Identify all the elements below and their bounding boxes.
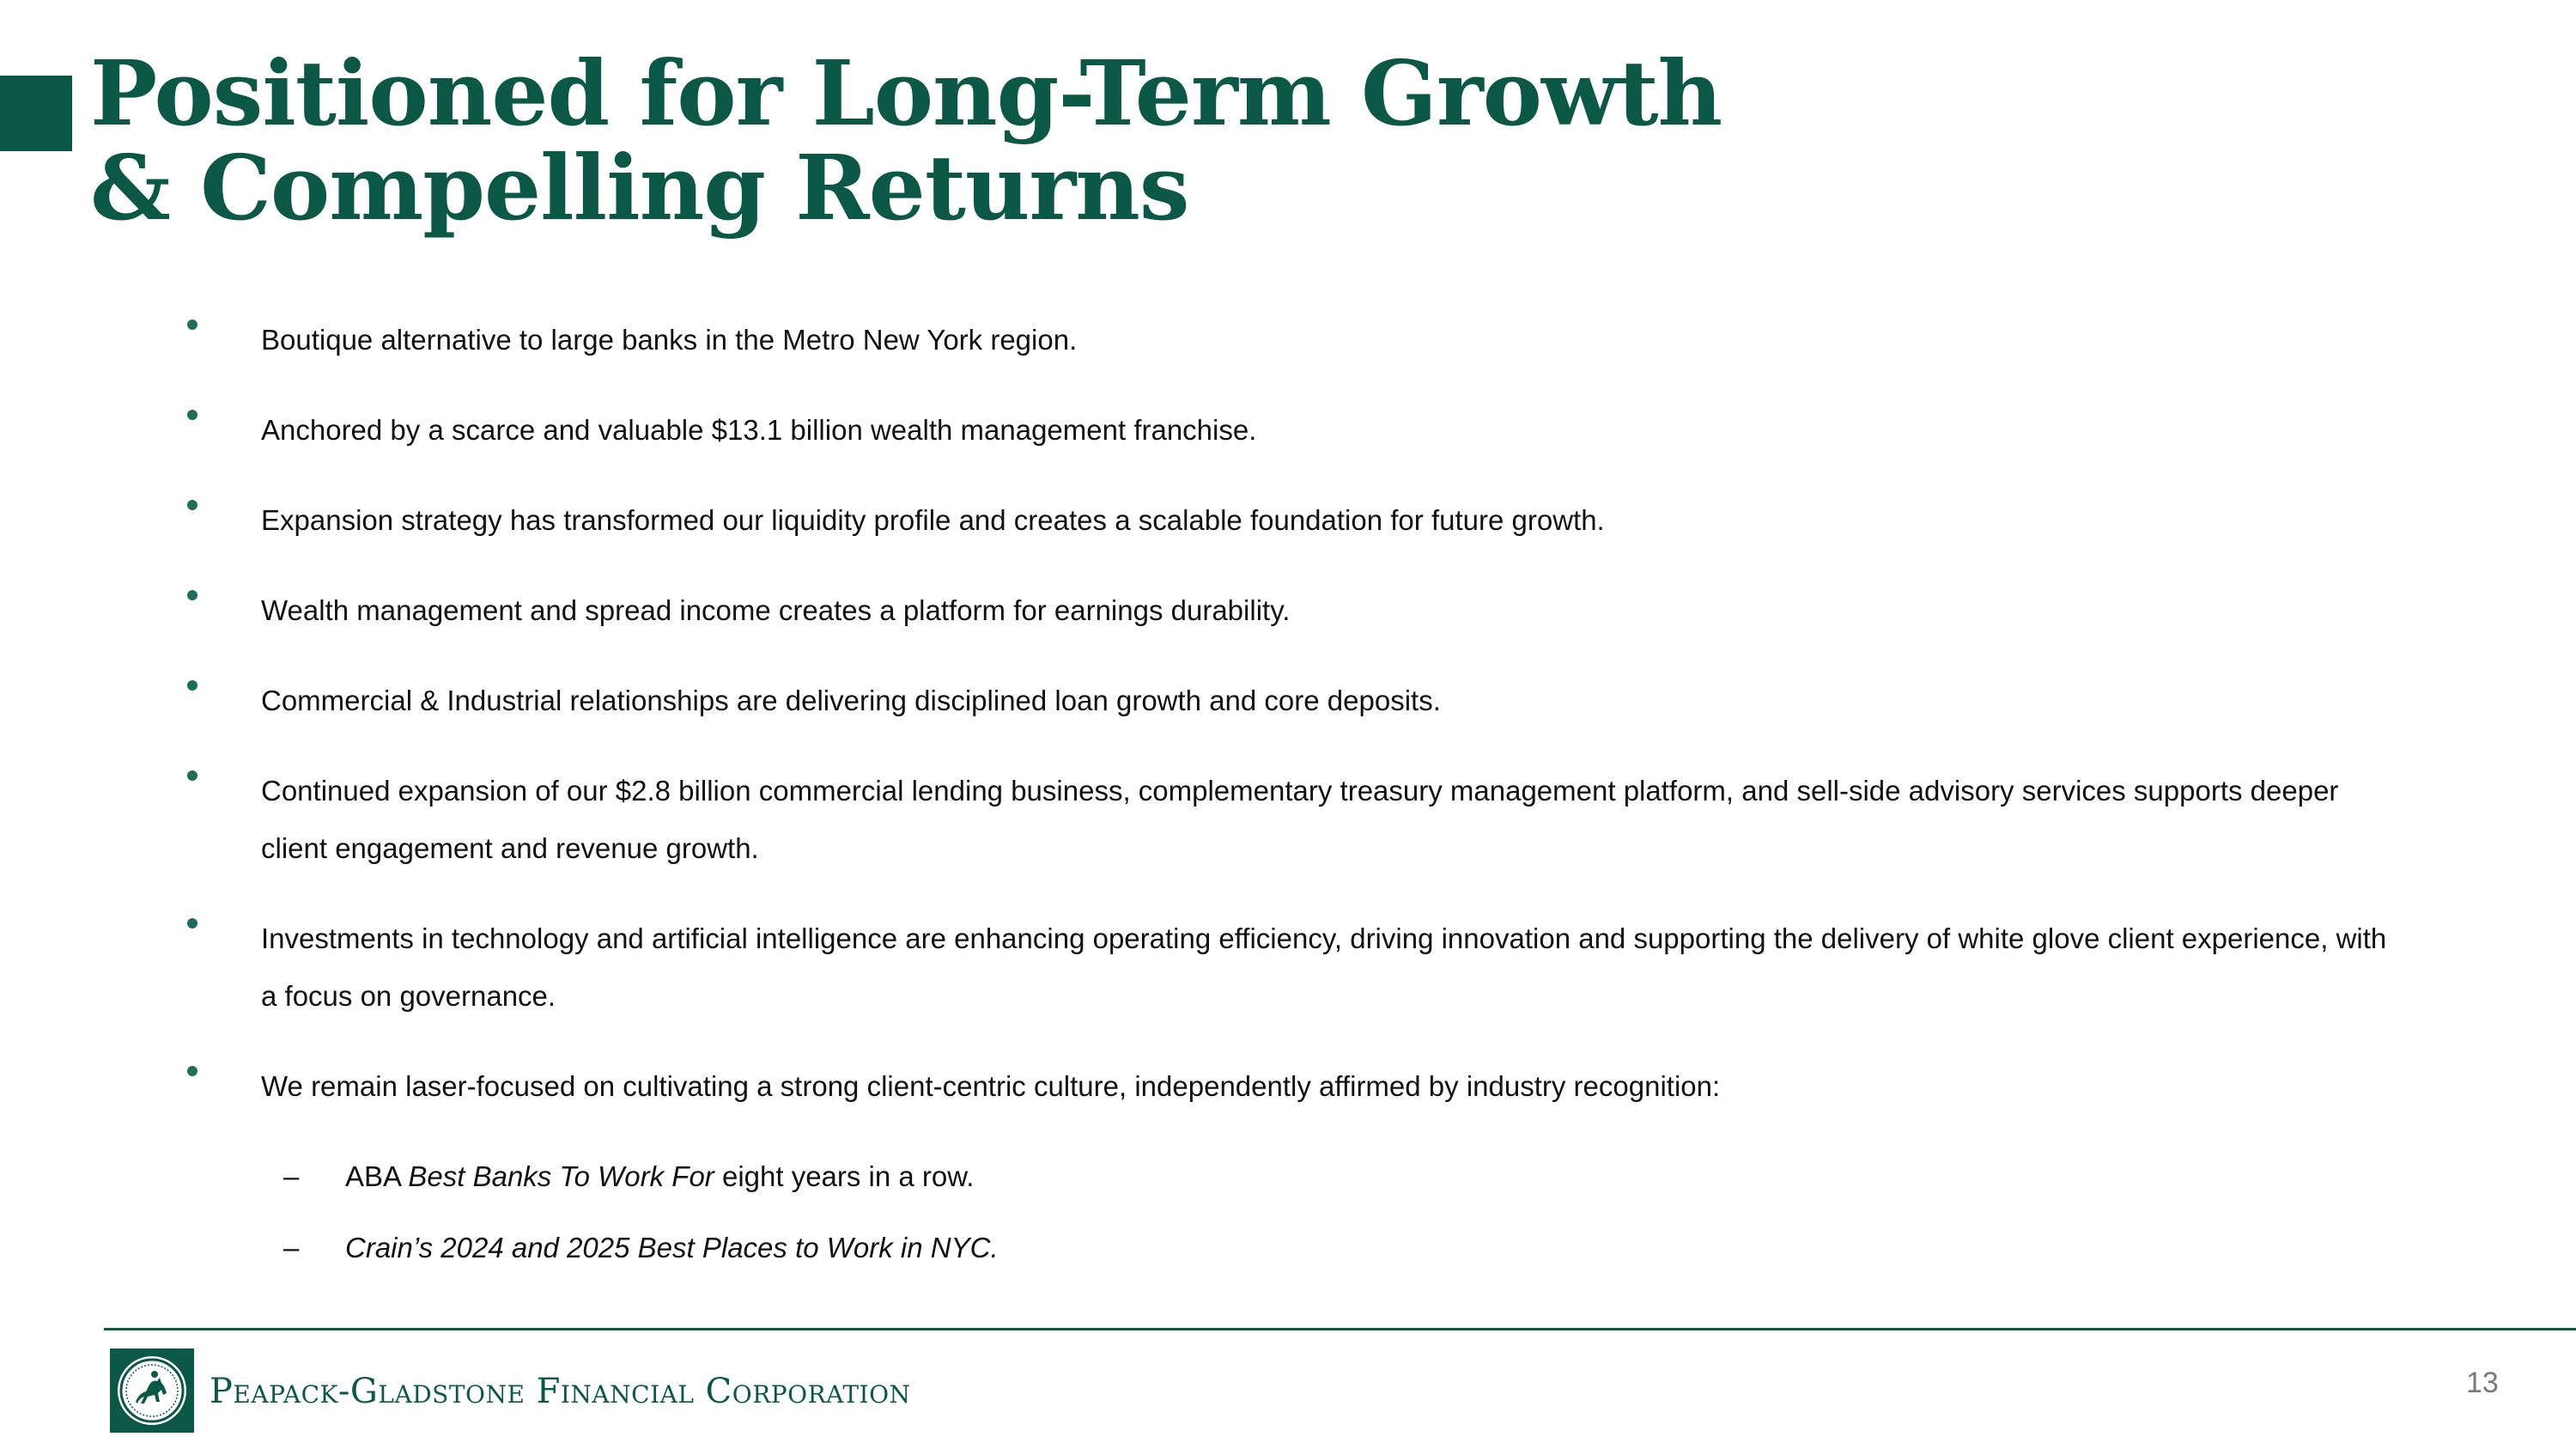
bullet-icon <box>187 401 201 415</box>
title-accent-square <box>0 76 72 151</box>
sub-list-item-text <box>345 1231 999 1265</box>
bullet-icon <box>187 910 201 923</box>
list-item-text: We remain laser-focused on cultivating a strong client-centric culture, independently affirmed by industry recognition: <box>261 1070 1721 1102</box>
bullet-icon <box>187 311 201 325</box>
bullet-icon <box>187 762 201 776</box>
footer-divider <box>104 1328 2576 1330</box>
award-suffix: eight years in a row. <box>714 1160 975 1192</box>
list-item-text: Anchored by a scarce and valuable $13.1 billion wealth management franchise. <box>261 414 1257 446</box>
list-item-text: Wealth management and spread income creates a platform for earnings durability. <box>261 594 1291 626</box>
page-title-line-2: & Compelling Returns <box>90 135 1189 240</box>
bullet-icon <box>187 672 201 685</box>
list-item-text: Commercial & Industrial relationships are delivering disciplined loan growth and core deposits. <box>261 685 1441 716</box>
list-item-text: Continued expansion of our $2.8 billion commercial lending business, complementary treasury management platform, and sell-side advisory services supports deeper client engagement and revenue growth. <box>261 775 2339 864</box>
bullet-icon <box>187 1057 201 1071</box>
list-item-text: Boutique alternative to large banks in the Metro New York region. <box>261 324 1078 356</box>
award-name: Best Banks To Work For <box>408 1160 714 1192</box>
page-title <box>90 40 1722 240</box>
sub-list-item-text <box>345 1160 974 1194</box>
horse-rider-seal-icon <box>110 1349 194 1433</box>
list-item-text: Expansion strategy has transformed our liquidity profile and creates a scalable foundation for future growth. <box>261 504 1605 536</box>
award-prefix: ABA <box>345 1160 409 1192</box>
list-item-text: Investments in technology and artificial intelligence are enhancing operating efficiency, driving innovation and supporting the delivery of white glove client experience, with a focus on governance. <box>261 922 2387 1012</box>
bullet-icon <box>187 581 201 595</box>
company-name: Peapack-Gladstone Financial Corporation <box>210 1372 911 1411</box>
dash-icon: – <box>283 1160 300 1192</box>
page-title-line-1: Positioned for Long-Term Growth <box>90 40 1722 146</box>
bullet-icon <box>187 491 201 505</box>
page-number: 13 <box>2466 1367 2499 1399</box>
award-name: Crain’s 2024 and 2025 Best Places to Work in NYC. <box>345 1232 999 1263</box>
dash-icon: – <box>283 1232 300 1263</box>
